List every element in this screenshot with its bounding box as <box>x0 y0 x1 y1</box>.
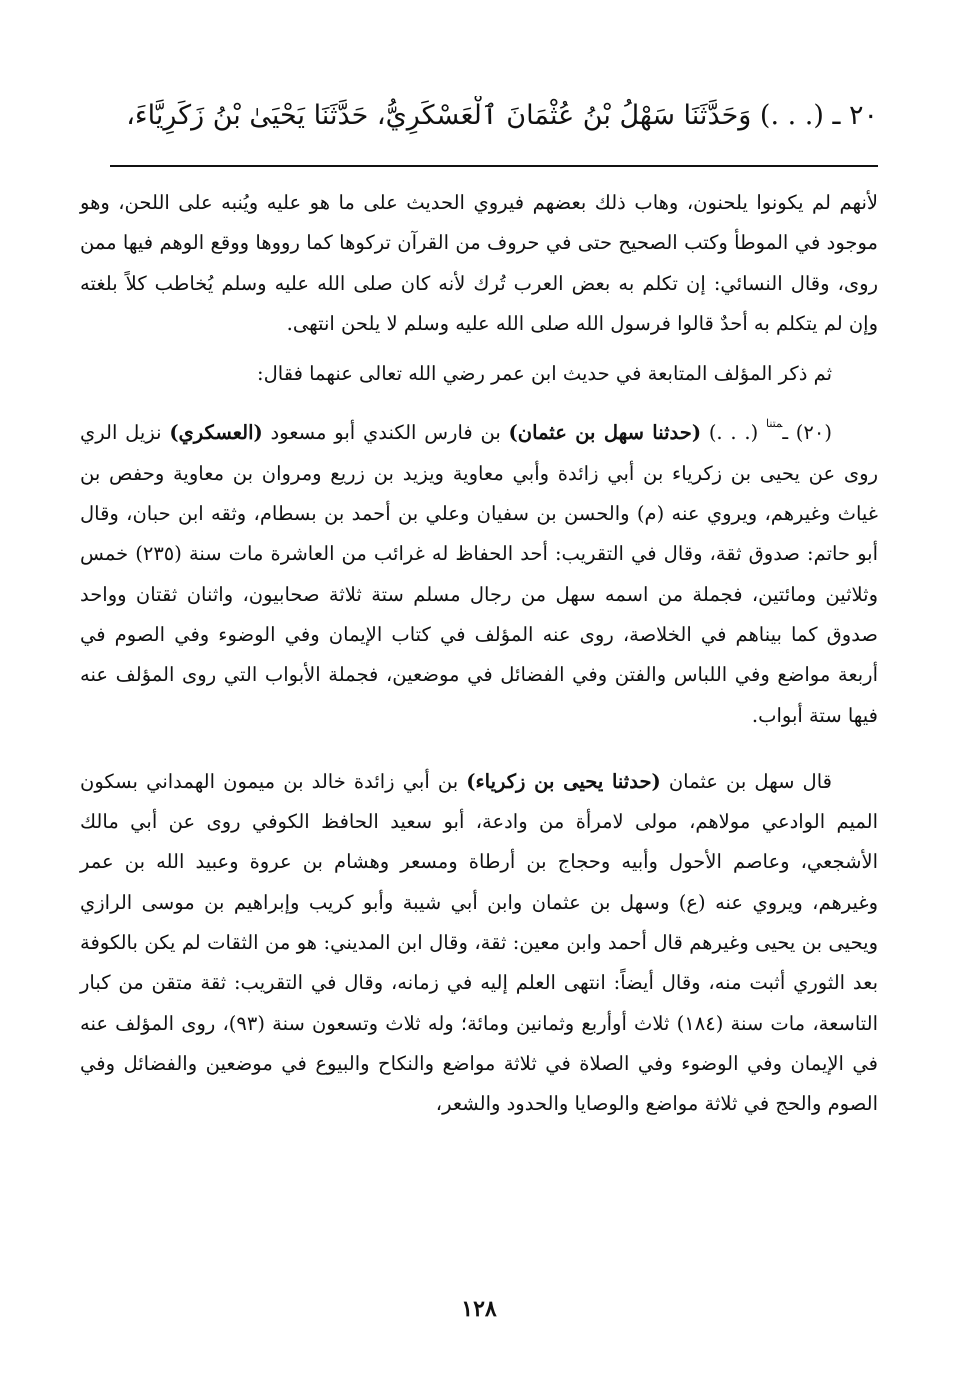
narrator-bio-text: نزيل الري روى عن يحيى بن زكرياء بن أبي زائدة وأبي معاوية ويزيد بن زريع ومروان بن معاوية وحفص بن غياث وغيرهم، ويروي عنه (م) والحسن بن سفيان وعلي بن أحمد بن بسطام، وثقه ابن حبان، وقال أبو حاتم: صدوق ثقة، وقال في التقريب: أحد الحفاظ له غرائب من العاشرة مات سنة (٢٣٥) خمس وثلاثين ومائتين، فجملة من اسمه سهل من رجال مسلم ستة ثلاثة صحابيون، واثنان ثقتان وواحد صدوق كما بيناهم في الخلاصة، روى عنه المؤلف في كتاب الإيمان وفي الوضوء وفي الصوم في أربعة مواضع وفي اللباس والفتن وفي الفضائل في موضعين، فجملة الأبواب التي روى المؤلف عنه فيها ستة أبواب. <box>80 421 878 727</box>
narrator-intro-text: قال سهل بن عثمان <box>660 769 832 793</box>
separator-rule <box>110 165 878 167</box>
commentary-paragraph-3 <box>80 404 878 735</box>
narrator-quote: (حدثنا سهل بن عثمان) <box>508 421 702 445</box>
narrator-bio-text: بن أبي زائدة خالد بن ميمون الهمداني بسكون الميم الوادعي مولاهم، مولى لامرأة من وادعة، أبو سعيد الحافظ الكوفي روى عن أبي مالك الأشجعي، وعاصم الأحول وأبيه وحجاج بن أرطاة ومسعر وهشام بن عروة وعبيد الله بن عمر وغيرهم، ويروي عنه (ع) وسهل بن عثمان وابن أبي شيبة وأبو كريب وإبراهيم بن موسى الرازي ويحيى بن يحيى وغيرهم قال أحمد وابن معين: ثقة، وقال ابن المديني: هو من الثقات لم يكن بالكوفة بعد الثوري أثبت منه، وقال أيضاً: انتهى العلم إليه في زمانه، وقال في التقريب: ثقة متقن من كبار التاسعة، مات سنة (١٨٤) ثلاث أوأربع وثمانين ومائة؛ وله ثلاث وتسعون سنة (٩٣)، روى المؤلف عنه في الإيمان وفي الوضوء وفي الصلاة في ثلاثة مواضع والنكاح والبيوع في موضعين والفضائل وفي الصوم والحج في ثلاثة مواضع والوصايا والحدود والشعر، <box>80 769 878 1116</box>
hadith-text-line: ٢٠ ـ (. . .) وَحَدَّثَنَا سَهْلُ بْنُ عُثْمَانَ ٱلْعَسْكَرِيُّ، حَدَّثَنَا يَحْيَىٰ بْنُ زَكَرِيَّاءَ، <box>126 100 878 131</box>
commentary-section <box>80 183 878 1125</box>
commentary-paragraph-1: لأنهم لم يكونوا يلحنون، وهاب ذلك بعضهم فيروي الحديث على ما هو عليه ويُنبه على اللحن، وهو موجود في الموطأ وكتب الصحيح حتى في حروف من القرآن تركوها كما رووها ووقع الوهم فيها ممن روى، وقال النسائي: إن تكلم به بعض العرب تُرك لأنه كان صلى الله عليه وسلم يُخاطب كلاً بلغته وإن لم يتكلم به أحدٌ قالوا فرسول الله صلى الله عليه وسلم لا يلحن انتهى. <box>80 191 878 335</box>
page-number: ١٢٨ <box>461 1296 497 1322</box>
hadith-number: (٢٠) ـ <box>782 421 832 445</box>
narrator-bio-text: بن فارس الكندي أبو مسعود <box>262 421 509 445</box>
matn-marker: متنا <box>765 417 783 431</box>
narrator-nisba: (العسكري) <box>169 421 263 445</box>
commentary-paragraph-2: ثم ذكر المؤلف المتابعة في حديث ابن عمر رضي الله تعالى عنهما فقال: <box>257 362 832 386</box>
commentary-paragraph-4 <box>80 762 878 1125</box>
book-page <box>80 0 878 1377</box>
omission-dots: (. . .) <box>708 421 759 445</box>
narrator-quote: (حدثنا يحيى بن زكرياء) <box>466 769 661 793</box>
